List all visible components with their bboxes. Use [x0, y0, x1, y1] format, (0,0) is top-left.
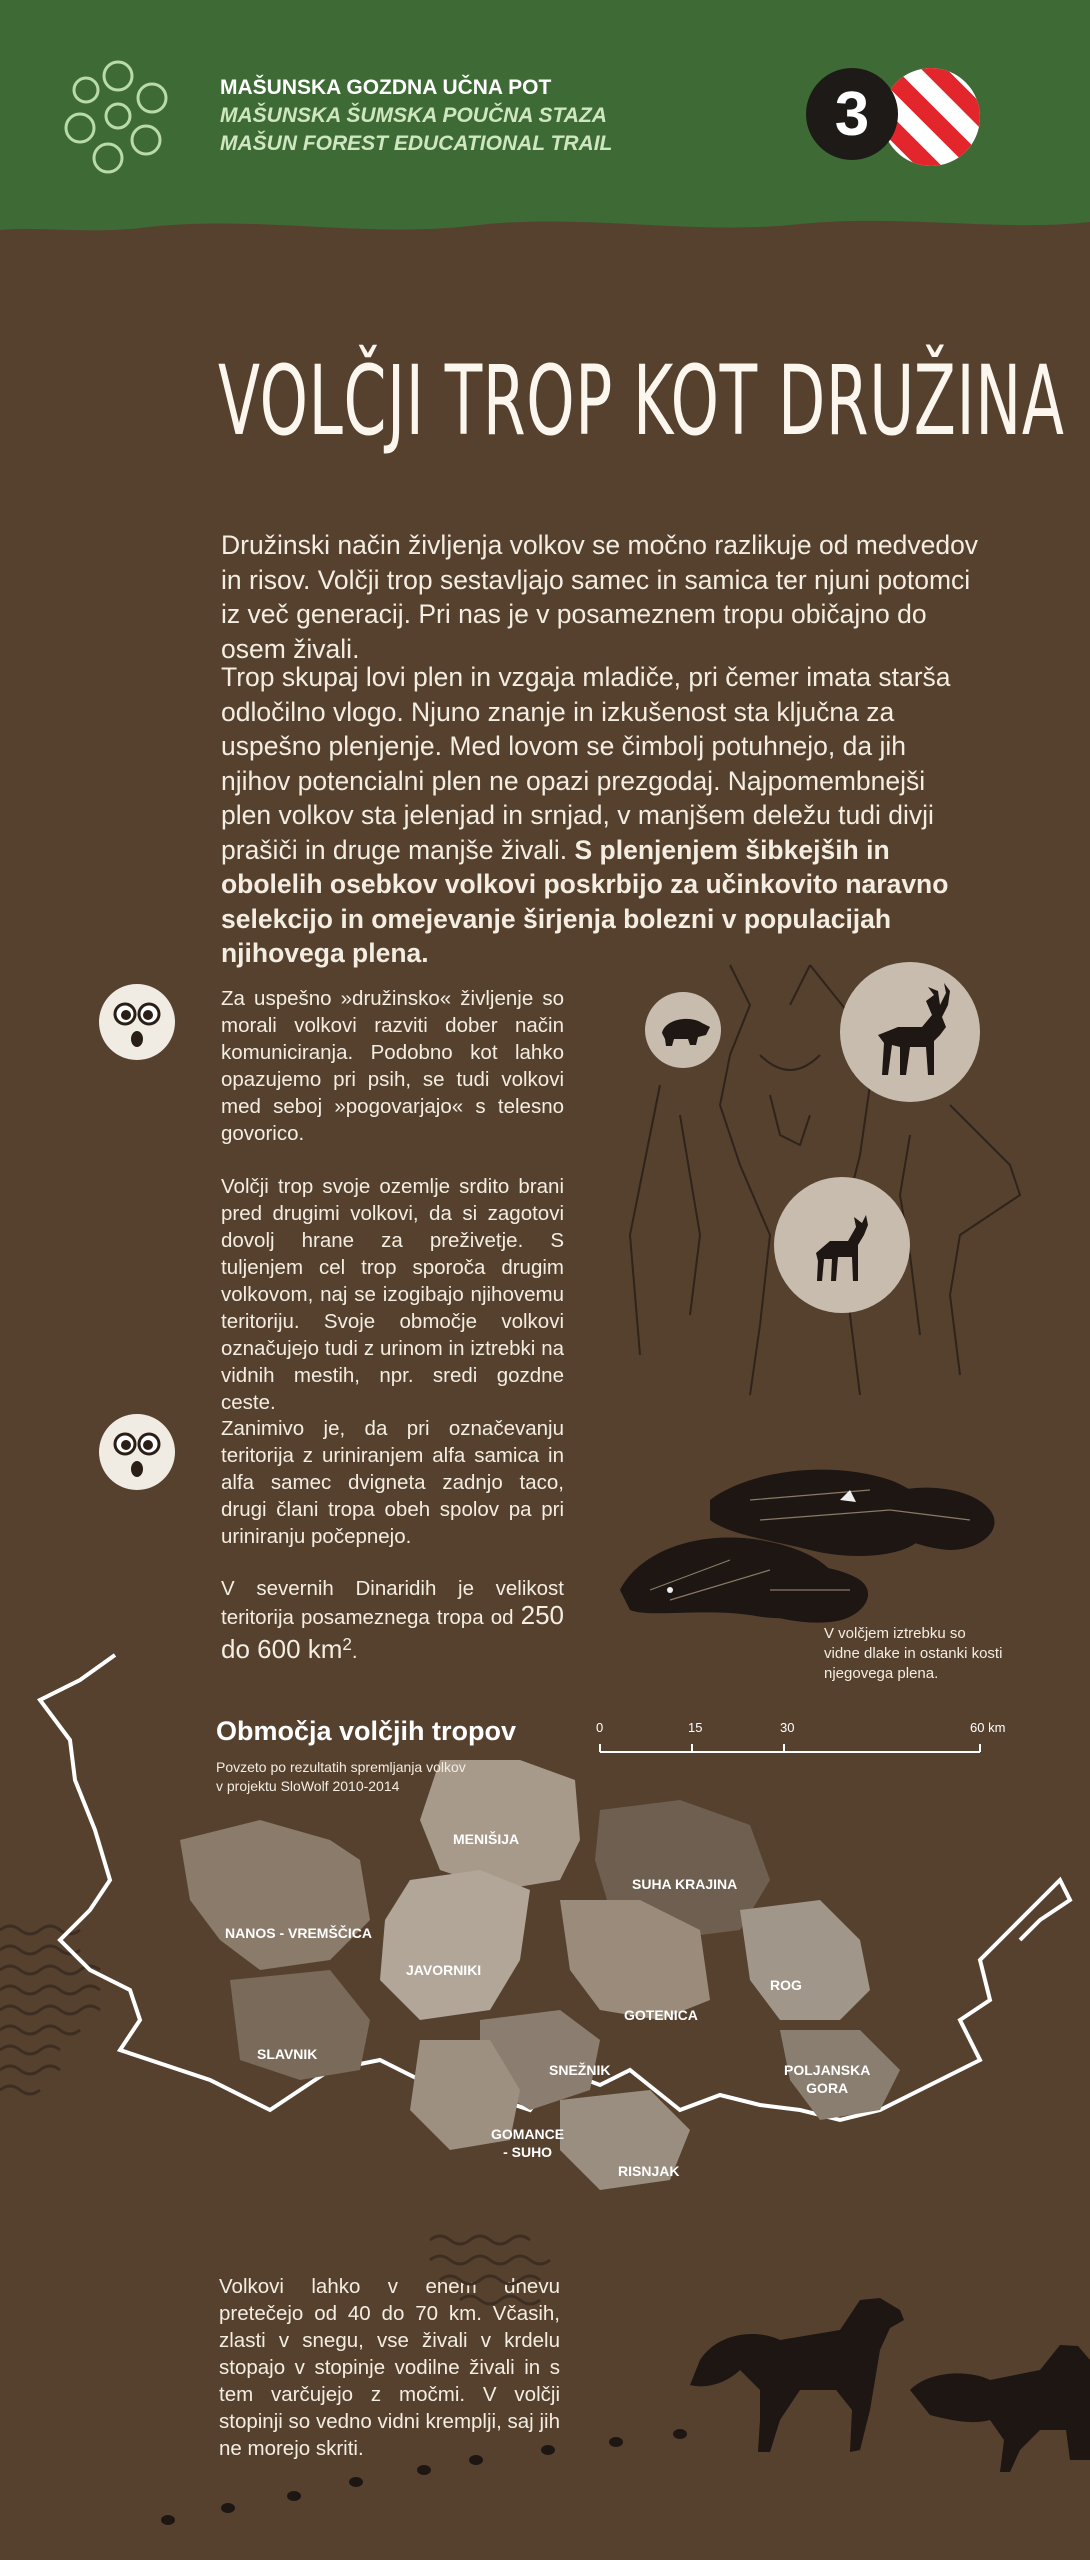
- trail-name-slovene: MAŠUNSKA GOZDNA UČNA POT: [220, 76, 552, 99]
- travel-paragraph: Volkovi lahko v enem dnevu pretečejo od 40 do 70 km. Včasih, zlasti v snegu, vse živali v krdelu stopajo v stopinje vodilne živali in s tem varčujejo z močmi. V volčji stopinji so vedno vidni kremplji, saj jih ne morejo skriti.: [219, 2275, 560, 2460]
- region-javorniki: [380, 1870, 530, 2020]
- wolf-silhouette-icon: [910, 2345, 1090, 2472]
- map-label-menisija: MENIŠIJA: [453, 1831, 520, 1847]
- scat-illustration: [610, 1440, 1010, 1640]
- map-label-risnjak: RISNJAK: [618, 2163, 680, 2179]
- map-label-gomance: GOMANCE - SUHO: [491, 2126, 565, 2160]
- running-wolves-illustration: [0, 2220, 1090, 2560]
- map-subtitle: Povzeto po rezultatih spremljanja volkov v projektu SloWolf 2010-2014: [216, 1759, 466, 1794]
- map-label-rog: ROG: [770, 1977, 802, 1993]
- map-label-javorniki: JAVORNIKI: [406, 1962, 482, 1978]
- communication-paragraph: Za uspešno »družinsko« življenje so morali volkovi razviti dober način komuniciranja. Podobno kot lahko opazujemo pri psih, se tudi volkovi med seboj »pogovarjajo« s telesno govorico.: [221, 987, 564, 1145]
- hunting-paragraph-text: Trop skupaj lovi plen in vzgaja mladiče, pri čemer imata starša odločilno vlogo. Njuno znanje in izkušenost sta ključna za uspešno plenjenje. Med lovom se čimbolj potuhnejo, da jih njihov potencialni plen ne opazi prezgodaj. Najpomembnejši plen volkov sta jelenjad in srnjad, v manjšem deležu tudi divji prašiči in druge manjše živali.: [221, 662, 951, 865]
- trail-name-croatian: MAŠUNSKA ŠUMSKA POUČNA STAZA: [220, 104, 607, 127]
- region-rog: [740, 1900, 870, 2020]
- territory-paragraph: Volčji trop svoje ozemlje srdito brani pred drugimi volkovi, da si zagotovi dovolj hrane za preživetje. S tuljenjem cel trop sporoča drugim volkovom, naj se izogibajo njihovemu teritoriju. Svoje območje volkovi označujejo tudi z urinom in iztrebki na vidnih mestih, npr. sredi gozdne ceste.: [221, 1175, 564, 1414]
- wolf-pack-illustration: [610, 935, 1050, 1415]
- map-label-slavnik: SLAVNIK: [257, 2046, 318, 2062]
- wolf-silhouette-icon: [690, 2298, 904, 2452]
- surprised-face-icon: [98, 983, 176, 1061]
- territory-size-paragraph: V severnih Dinaridih je velikost teritorija posameznega tropa od 250 do 600 $km^2$.: [221, 1577, 564, 1664]
- trail-name-english: MAŠUN FOREST EDUCATIONAL TRAIL: [220, 132, 613, 155]
- map-label-sneznik: SNEŽNIK: [549, 2062, 611, 2078]
- page-title: VOLČJI TROP KOT DRUŽINA: [218, 345, 1065, 457]
- map-label-nanos: NANOS - VREMŠČICA: [225, 1925, 373, 1941]
- hunting-paragraph-bold: S plenjenjem šibkejših in obolelih osebkov volkovi poskrbijo za učinkovito naravno selekcijo in omejevanje širjenja bolezni v populacijah njihovega plena.: [221, 834, 949, 968]
- scat-caption: V volčjem iztrebku so vidne dlake in ostanki kosti njegovega plena.: [824, 1625, 1003, 1682]
- region-slavnik: [230, 1970, 370, 2080]
- surprised-face-icon: [98, 1413, 176, 1491]
- map-scale-bar: 0 15 30 60 km: [596, 1720, 1006, 1735]
- intro-paragraph: Družinski način življenja volkov se močno razlikuje od medvedov in risov. Volčji trop sestavljajo samec in samica ter njuni potomci iz več generacij. Pri nas je v posameznem tropu običajno do osem živali.: [221, 530, 979, 664]
- stop-number: 3: [806, 68, 898, 160]
- hunting-paragraph: [221, 660, 979, 971]
- map-title: Območja volčjih tropov: [216, 1716, 517, 1746]
- trail-logo-icon: [64, 58, 172, 176]
- map-label-poljanska: POLJANSKA GORA: [784, 2062, 871, 2096]
- region-nanos: [180, 1820, 373, 1970]
- stop-badge: [806, 68, 990, 168]
- map-label-gotenica: GOTENICA: [624, 2007, 698, 2023]
- map-label-suha-krajina: SUHA KRAJINA: [632, 1876, 738, 1892]
- marking-paragraph: Zanimivo je, da pri označevanju teritorija z uriniranjem alfa samica in alfa samec dvigneta zadnjo taco, drugi člani tropa obeh spolov pa pri uriniranju počepnejo.: [221, 1417, 564, 1548]
- territory-size-value: 250 do 600 km: [221, 1600, 564, 1664]
- trail-name-block: [220, 74, 612, 158]
